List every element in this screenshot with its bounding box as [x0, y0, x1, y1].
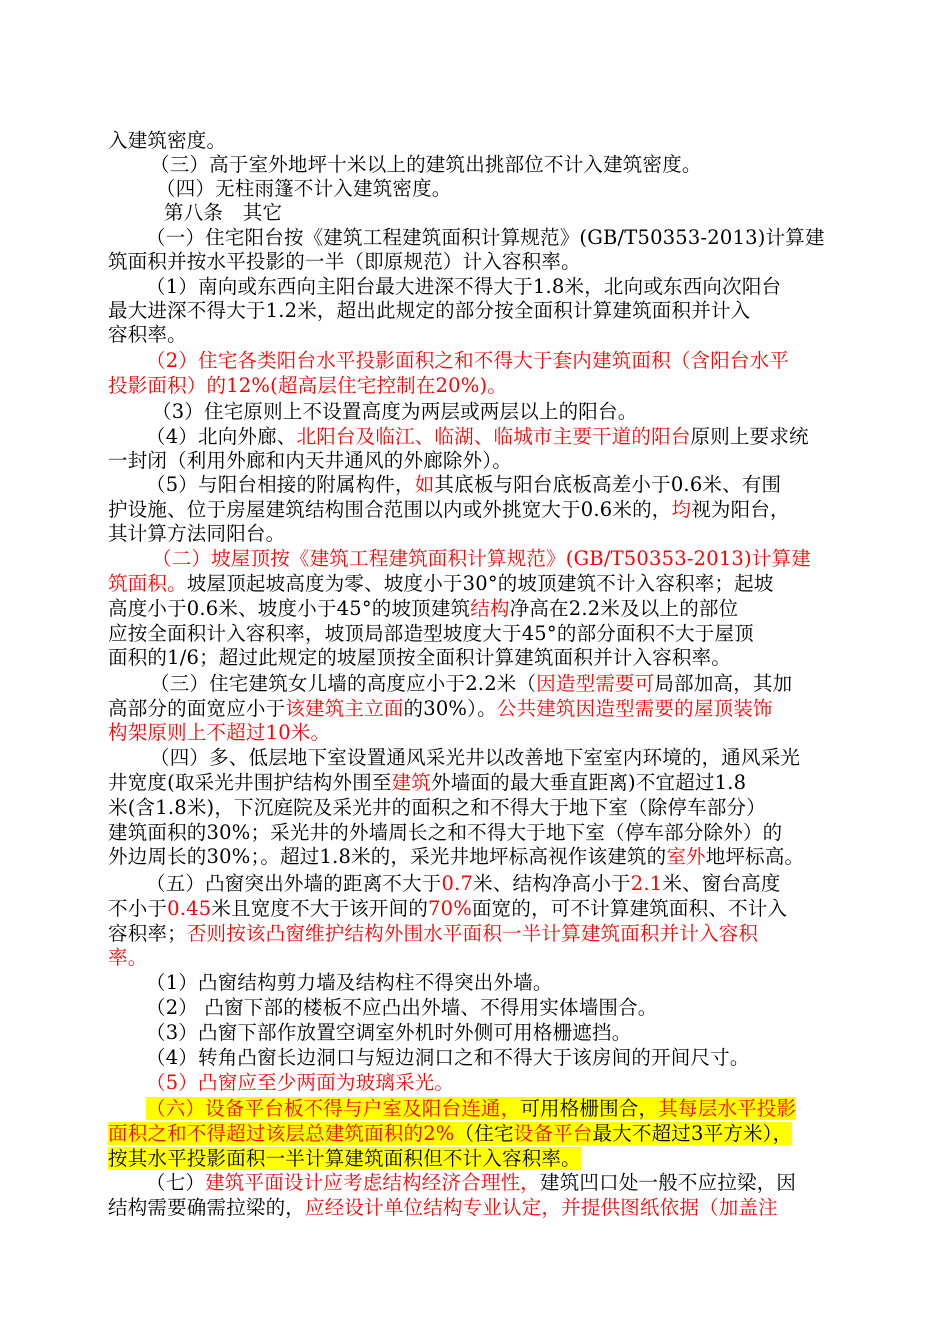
text-segment: （4）北向外廊、 — [146, 425, 297, 448]
text-line — [108, 597, 738, 621]
text-line — [108, 299, 750, 323]
text-segment: （七） — [146, 1171, 206, 1194]
text-segment: 筑面积并按水平投影的一半（即原规范）计入容积率。 — [108, 250, 581, 273]
text-line — [146, 349, 789, 373]
text-line — [146, 1097, 796, 1121]
text-segment: 设备平台板不得与户室及阳台连通， — [205, 1097, 521, 1120]
text-segment: （二）坡屋顶按《建筑工程建筑面积计算规范》(GB/T50353-2013)计算建 — [152, 547, 811, 570]
text-segment: 均 — [671, 498, 692, 521]
text-line — [146, 1021, 631, 1045]
text-segment: 最大进深不得大于1.2米，超出此规定的部分按全面积计算建筑面积并计入 — [108, 299, 751, 322]
text-segment: 外边周长的30%；。超过1.8米的，采光井地坪标高视作该建筑的 — [108, 845, 667, 868]
text-segment: 应经设计单位结构专业认定，并提供图纸依据（加盖注 — [305, 1196, 778, 1219]
text-line — [108, 922, 758, 946]
text-segment: （三）高于室外地坪十米以上的建筑出挑部位不计入建筑密度。 — [150, 153, 702, 176]
text-line — [108, 522, 285, 546]
text-segment: 该建筑主立面 — [285, 697, 404, 720]
text-segment: （5）凸窗应至少两面为玻璃采光。 — [146, 1071, 455, 1094]
text-segment: 面宽的，可不计算建筑面积、不计入 — [471, 897, 788, 920]
text-line — [152, 547, 811, 571]
text-segment: 建筑面积的30%；采光井的外墙周长之和不得大于地下室（停车部分除外）的 — [108, 821, 783, 844]
text-line — [108, 796, 766, 820]
text-line — [146, 996, 658, 1020]
text-segment: （三）住宅建筑女儿墙的高度应小于2.2米（ — [150, 672, 537, 695]
text-segment: 建筑 — [391, 771, 432, 794]
text-segment: （4）转角凸窗长边洞口与短边洞口之和不得大于该房间的开间尺寸。 — [146, 1046, 750, 1069]
text-line — [146, 473, 781, 497]
text-line — [108, 821, 782, 845]
text-segment: 结构需要确需拉梁的， — [108, 1196, 306, 1219]
text-segment: 0.7 — [441, 872, 474, 895]
text-line — [156, 177, 452, 201]
text-line — [146, 1046, 750, 1070]
text-segment: 高部分的面宽应小于 — [108, 697, 286, 720]
text-segment: 第八条 其它 — [164, 201, 283, 224]
text-segment: 最大不超过3平方米）， — [592, 1122, 793, 1145]
text-segment: 按其水平投影面积一半计算建筑面积但不计入容积率。 — [108, 1147, 581, 1170]
text-segment: 一封闭（利用外廊和内天井通风的外廊除外）。 — [108, 449, 512, 472]
text-segment: 入建筑密度。 — [108, 129, 227, 152]
text-segment: （5）与阳台相接的附属构件， — [146, 473, 415, 496]
text-segment: （2） 凸窗下部的楼板不应凸出外墙、不得用实体墙围合。 — [146, 996, 658, 1019]
text-line — [146, 1171, 796, 1195]
text-segment: 米、窗台高度 — [662, 872, 781, 895]
text-segment: 不小于 — [108, 897, 168, 920]
text-segment: （3）住宅原则上不设置高度为两层或两层以上的阳台。 — [152, 400, 638, 423]
text-segment: 坡屋顶起坡高度为零、坡度小于30°的坡顶建筑不计入容积率；起坡 — [186, 572, 774, 595]
text-line — [108, 498, 790, 522]
text-line — [108, 1147, 581, 1171]
text-line — [108, 946, 147, 970]
text-segment: （1）南向或东西向主阳台最大进深不得大于1.8米，北向或东西向次阳台 — [146, 275, 782, 298]
text-line — [108, 646, 731, 670]
text-segment: （四）无柱雨篷不计入建筑密度。 — [156, 177, 452, 200]
text-line — [108, 771, 746, 795]
text-line — [108, 1196, 778, 1220]
text-segment: （一）住宅阳台按《建筑工程建筑面积计算规范》(GB/T50353-2013)计算建 — [146, 226, 825, 249]
text-line — [108, 323, 187, 347]
text-line — [150, 746, 800, 770]
text-segment: 容积率； — [108, 922, 187, 945]
text-line — [146, 872, 781, 896]
text-segment: 的30%）。 — [403, 697, 497, 720]
text-segment: 构架原则上不超过10米。 — [108, 721, 331, 744]
text-segment: 因造型需要可 — [536, 672, 655, 695]
text-segment: 面积之和不得超过该层总建筑面积的2% — [108, 1122, 455, 1145]
text-segment: 原则上要求统 — [690, 425, 809, 448]
text-segment: 如 — [414, 473, 435, 496]
text-segment: 否则按该凸窗维护结构外围水平面积一半计算建筑面积并计入容积 — [186, 922, 759, 945]
text-segment: 公共建筑因造型需要的屋顶装饰 — [496, 697, 773, 720]
text-segment: 护设施、位于房屋建筑结构围合范围以内或外挑宽大于0.6米的， — [108, 498, 672, 521]
text-segment: 建筑平面设计应考虑结构经济合理性， — [205, 1171, 541, 1194]
text-line — [108, 845, 804, 869]
text-line — [146, 425, 809, 449]
text-line — [150, 153, 702, 177]
text-segment: 室外 — [666, 845, 706, 868]
text-segment: 井宽度(取采光井围护结构外围至 — [108, 771, 392, 794]
text-segment: 地坪标高。 — [705, 845, 805, 868]
text-segment: 局部加高，其加 — [654, 672, 793, 695]
text-line — [146, 1071, 454, 1095]
text-segment: 米(含1.8米)，下沉庭院及采光井的面积之和不得大于地下室（除停车部分） — [108, 796, 766, 819]
text-line — [108, 129, 226, 153]
text-segment: 投影面积）的12%(超高层住宅控制在20%)。 — [108, 374, 507, 397]
text-segment: 米且宽度不大于该开间的 — [211, 897, 429, 920]
text-segment: 面积的1/6；超过此规定的坡屋顶按全面积计算建筑面积并计入容积率。 — [108, 646, 731, 669]
text-line — [108, 250, 581, 274]
text-segment: 视为阳台， — [691, 498, 790, 521]
text-segment: （3）凸窗下部作放置空调室外机时外侧可用格栅遮挡。 — [146, 1021, 632, 1044]
text-line — [146, 226, 825, 250]
text-line — [108, 721, 330, 745]
text-segment: 建筑凹口处一般不应拉梁，因 — [540, 1171, 797, 1194]
text-segment: 70% — [428, 897, 472, 920]
text-segment: （2）住宅各类阳台水平投影面积之和不得大于套内建筑面积（含阳台水平 — [146, 349, 790, 372]
text-line — [150, 672, 792, 696]
text-segment: 率。 — [108, 946, 148, 969]
text-segment: 可用格栅围合， — [520, 1097, 659, 1120]
text-line — [108, 622, 754, 646]
text-line — [146, 971, 553, 995]
text-line — [108, 374, 507, 398]
text-segment: 应按全面积计入容积率，坡顶局部造型坡度大于45°的部分面积不大于屋顶 — [108, 622, 754, 645]
text-segment: 高度小于0.6米、坡度小于45°的坡顶建筑 — [108, 597, 471, 620]
text-segment: （六） — [146, 1097, 206, 1120]
text-line — [108, 1122, 792, 1146]
text-segment: 米、结构净高小于 — [473, 872, 631, 895]
text-line — [108, 572, 774, 596]
text-segment: （五）凸窗突出外墙的距离不大于 — [146, 872, 442, 895]
text-segment: 2.1 — [630, 872, 663, 895]
text-segment: 设备平台 — [513, 1122, 593, 1145]
text-segment: 筑面积。 — [108, 572, 187, 595]
text-segment: 其底板与阳台底板高差小于0.6米、有围 — [434, 473, 782, 496]
text-segment: 结构 — [470, 597, 510, 620]
text-line — [108, 449, 512, 473]
text-segment: 其每层水平投影 — [658, 1097, 797, 1120]
text-segment: 容积率。 — [108, 323, 187, 346]
text-segment: 0.45 — [167, 897, 212, 920]
text-line — [108, 697, 773, 721]
text-line — [152, 400, 637, 424]
section-heading — [164, 201, 282, 225]
text-segment: 外墙面的最大垂直距离)不宜超过1.8 — [431, 771, 747, 794]
text-segment: 其计算方法同阳台。 — [108, 522, 286, 545]
text-segment: 净高在2.2米及以上的部位 — [509, 597, 739, 620]
text-line — [108, 897, 787, 921]
text-segment: （四）多、低层地下室设置通风采光井以改善地下室室内环境的，通风采光 — [150, 746, 801, 769]
text-segment: （住宅 — [454, 1122, 514, 1145]
text-segment: （1）凸窗结构剪力墙及结构柱不得突出外墙。 — [146, 971, 553, 994]
text-line — [146, 275, 781, 299]
text-segment: 北阳台及临江、临湖、临城市主要干道的阳台 — [296, 425, 691, 448]
